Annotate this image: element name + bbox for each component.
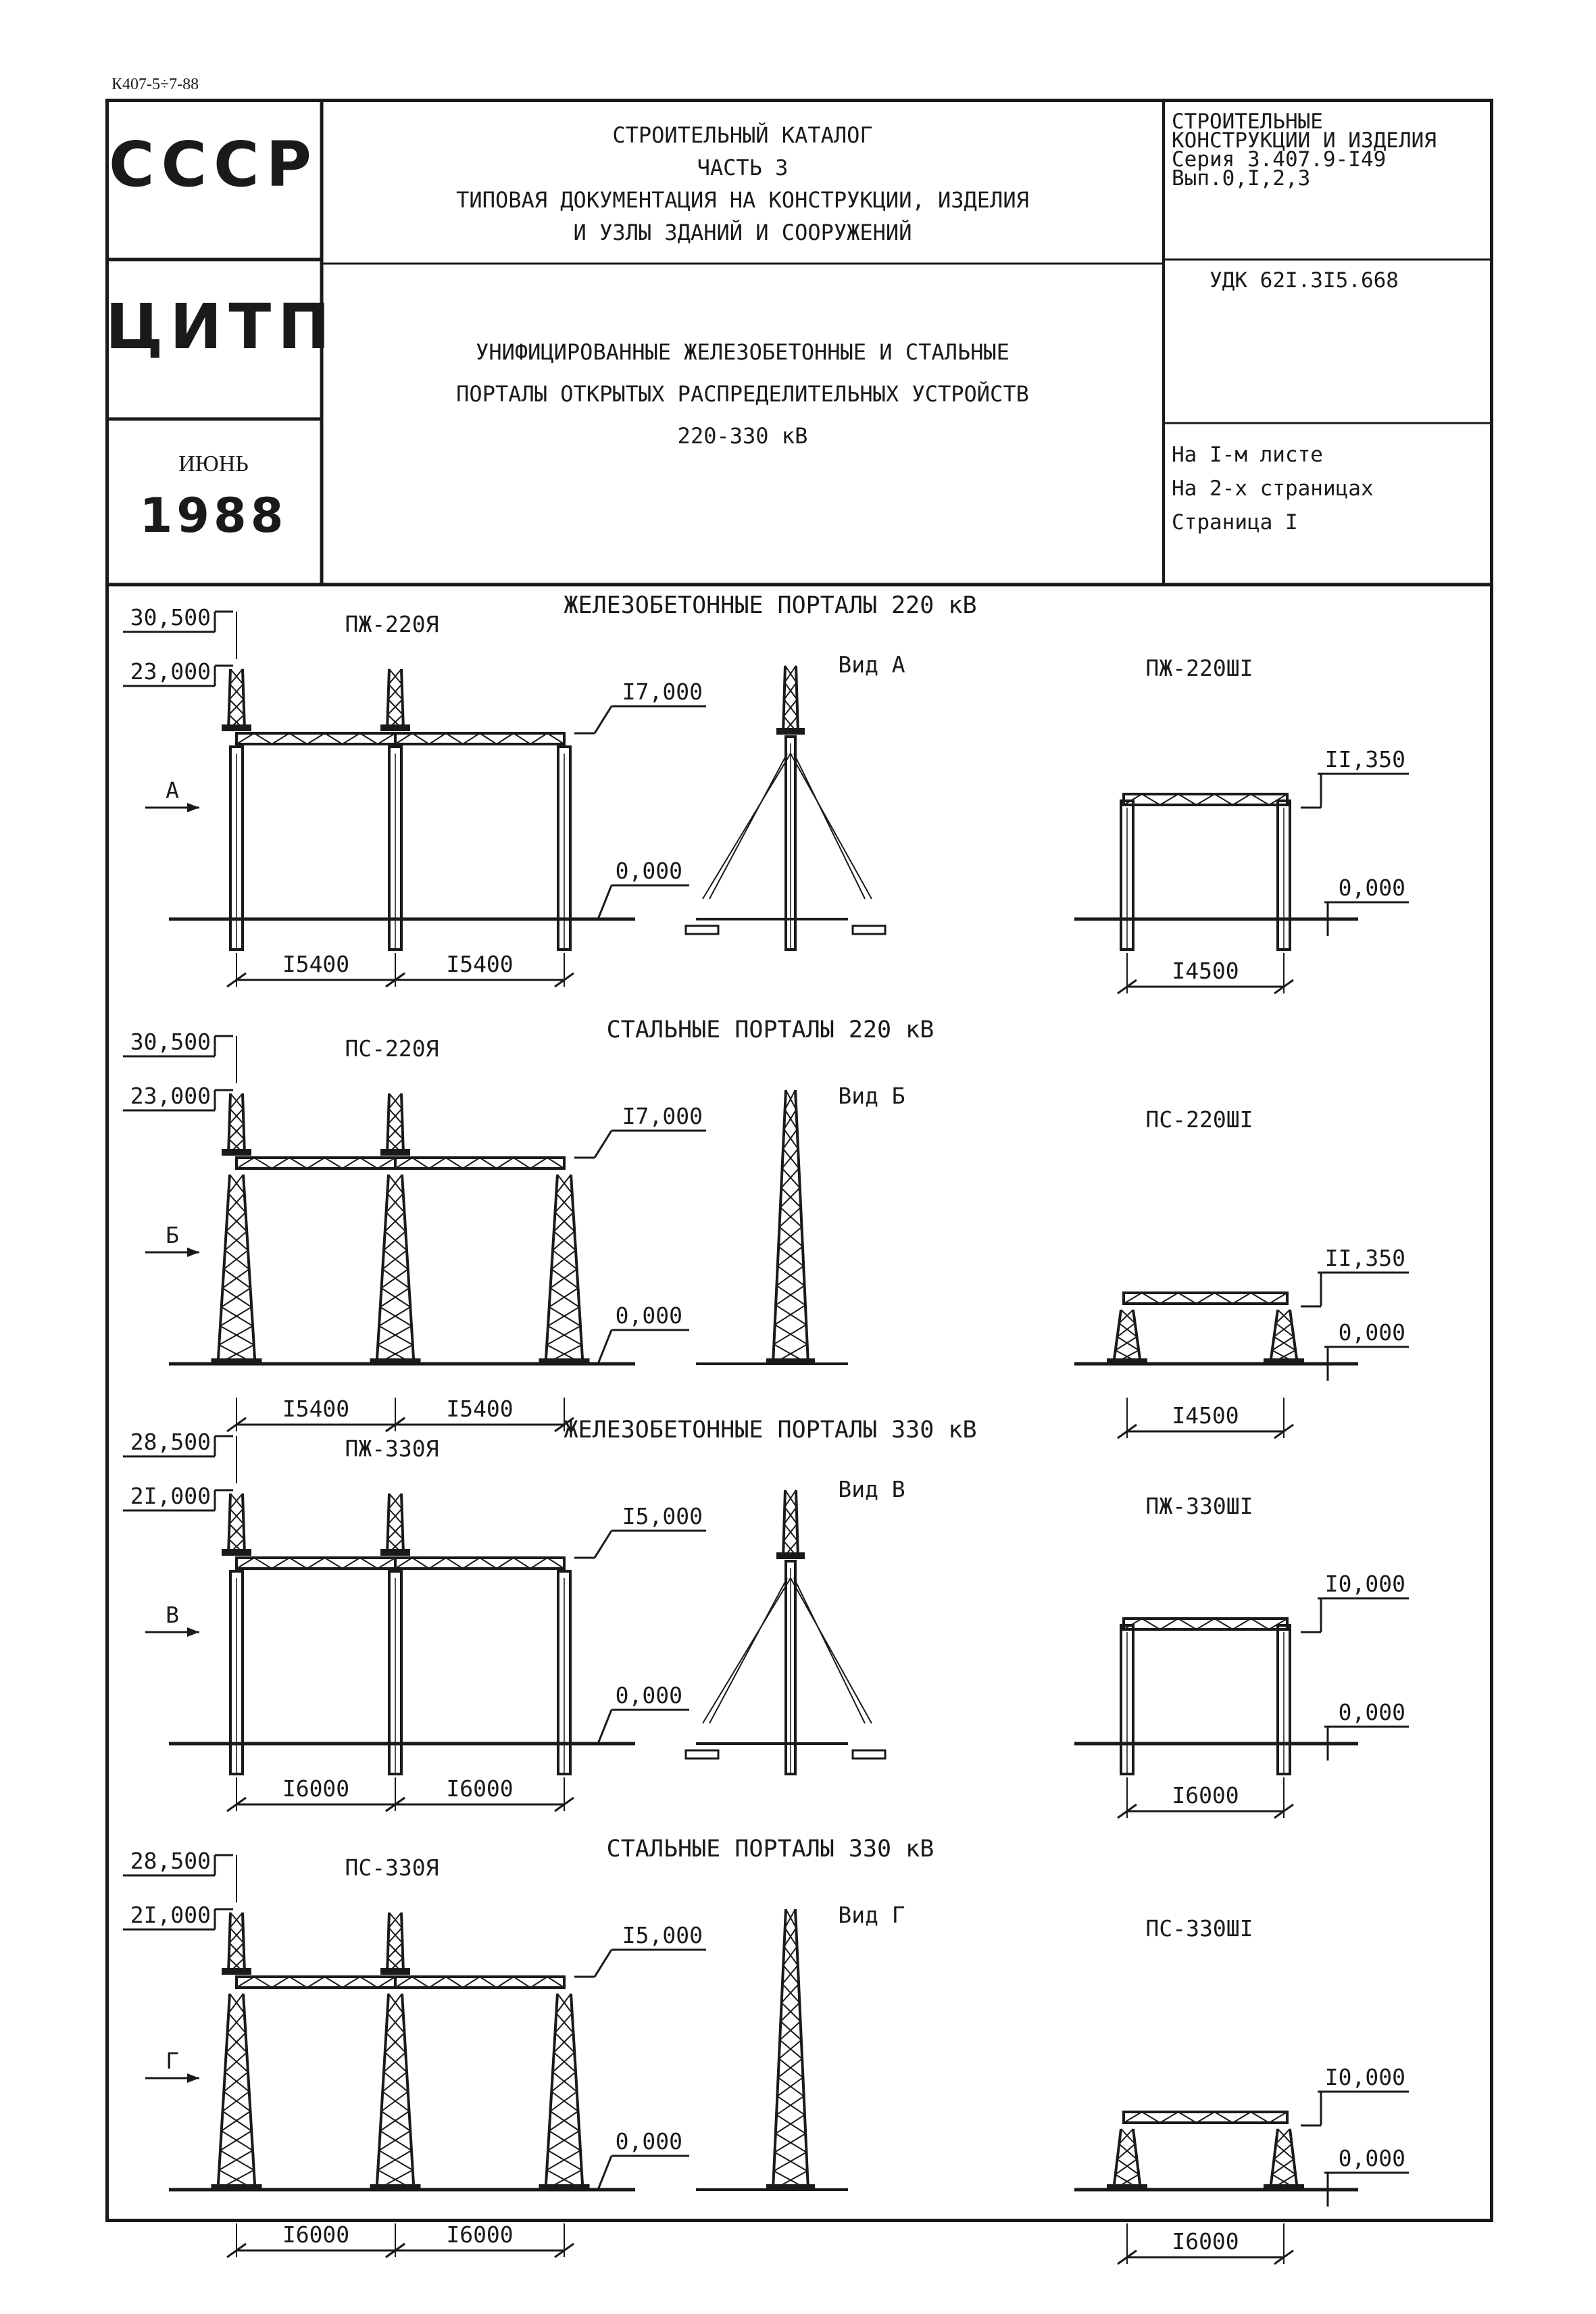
issue-month: ИЮНЬ (178, 451, 249, 476)
view-arrow-label: Б (166, 1222, 179, 1248)
ground-elevation: 0,000 (615, 858, 682, 884)
org-ussr: СССР (109, 128, 318, 201)
beam-elevation: I5,000 (622, 1503, 703, 1529)
ground-elevation: 0,000 (615, 1682, 682, 1708)
top-elevation: 28,500 (130, 1429, 211, 1455)
org-citp: ЦИТП (105, 291, 337, 363)
beam-elevation: I7,000 (622, 679, 703, 705)
top-elevation: 30,500 (130, 1029, 211, 1055)
narrow-portal-mark: ПС-330ШI (1145, 1915, 1253, 1942)
top-elevation: 28,500 (130, 1848, 211, 1874)
section-title: СТАЛЬНЫЕ ПОРТАЛЫ 330 кВ (606, 1836, 934, 1863)
narrow-ground-elevation: 0,000 (1338, 1699, 1405, 1725)
narrow-span-dimension: I6000 (1172, 1782, 1239, 1808)
narrow-ground-elevation: 0,000 (1338, 875, 1405, 901)
page-line: На 2-х страницах (1172, 476, 1374, 501)
narrow-ground-elevation: 0,000 (1338, 2145, 1405, 2171)
portal-mark: ПЖ-220Я (345, 611, 439, 637)
narrow-span-dimension: I6000 (1172, 2228, 1239, 2255)
narrow-portal-mark: ПЖ-330ШI (1145, 1493, 1253, 1519)
narrow-span-dimension: I4500 (1172, 1402, 1239, 1429)
portal-section (123, 1836, 1409, 2264)
view-arrow-label: В (166, 1602, 179, 1628)
ground-elevation: 0,000 (615, 2128, 682, 2155)
span-dimension: I5400 (446, 1396, 514, 1422)
peak-elevation: 23,000 (130, 658, 211, 685)
side-view-label: Вид В (838, 1476, 905, 1502)
portal-section (123, 1016, 1409, 1438)
beam-elevation: I7,000 (622, 1103, 703, 1129)
section-title: ЖЕЛЕЗОБЕТОННЫЕ ПОРТАЛЫ 220 кВ (564, 592, 977, 619)
span-dimension: I6000 (446, 2221, 514, 2248)
series-line: Серия 3.407.9-I49 (1172, 147, 1387, 172)
narrow-portal-mark: ПС-220ШI (1145, 1106, 1253, 1133)
portal-section (123, 592, 1409, 993)
portal-mark: ПС-330Я (345, 1854, 439, 1881)
series-line: СТРОИТЕЛЬНЫЕ (1172, 109, 1323, 134)
catalog-line: СТРОИТЕЛЬНЫЙ КАТАЛОГ (612, 122, 873, 148)
catalog-line: ТИПОВАЯ ДОКУМЕНТАЦИЯ НА КОНСТРУКЦИИ, ИЗДЕЛИЯ (456, 187, 1029, 213)
span-dimension: I5400 (282, 951, 350, 977)
issue-year: 1988 (139, 488, 288, 543)
narrow-beam-elevation: II,350 (1324, 746, 1405, 772)
side-view-label: Вид Г (838, 1902, 905, 1928)
span-dimension: I6000 (282, 2221, 350, 2248)
narrow-beam-elevation: I0,000 (1324, 1571, 1405, 1597)
span-dimension: I5400 (446, 951, 514, 977)
span-dimension: I6000 (282, 1775, 350, 1802)
side-view-label: Вид Б (838, 1083, 905, 1109)
page-line: Страница I (1172, 510, 1298, 535)
udk-code: УДК 62I.3I5.668 (1210, 268, 1399, 293)
view-arrow-label: Г (166, 2048, 179, 2074)
narrow-span-dimension: I4500 (1172, 958, 1239, 984)
title-line: УНИФИЦИРОВАННЫЕ ЖЕЛЕЗОБЕТОННЫЕ И СТАЛЬНЫЕ (476, 339, 1009, 365)
catalog-line: ЧАСТЬ 3 (697, 155, 789, 180)
narrow-portal-mark: ПЖ-220ШI (1145, 655, 1253, 681)
title-line: ПОРТАЛЫ ОТКРЫТЫХ РАСПРЕДЕЛИТЕЛЬНЫХ УСТРОЙСТВ (456, 381, 1029, 407)
catalog-line: И УЗЛЫ ЗДАНИЙ И СООРУЖЕНИЙ (573, 220, 912, 245)
series-line: КОНСТРУКЦИИ И ИЗДЕЛИЯ (1172, 128, 1437, 153)
top-elevation: 30,500 (130, 604, 211, 631)
series-line: Вып.0,I,2,3 (1172, 166, 1311, 191)
peak-elevation: 23,000 (130, 1083, 211, 1109)
page-line: На I-м листе (1172, 443, 1323, 467)
title-line: 220-330 кВ (677, 423, 808, 449)
portal-section (123, 1417, 1409, 1818)
portal-mark: ПЖ-330Я (345, 1435, 439, 1462)
side-view-label: Вид А (838, 651, 905, 678)
narrow-ground-elevation: 0,000 (1338, 1319, 1405, 1346)
peak-elevation: 2I,000 (130, 1483, 211, 1509)
narrow-beam-elevation: II,350 (1324, 1245, 1405, 1271)
peak-elevation: 2I,000 (130, 1902, 211, 1928)
section-title: СТАЛЬНЫЕ ПОРТАЛЫ 220 кВ (606, 1016, 934, 1043)
section-title: ЖЕЛЕЗОБЕТОННЫЕ ПОРТАЛЫ 330 кВ (564, 1417, 977, 1444)
span-dimension: I6000 (446, 1775, 514, 1802)
narrow-beam-elevation: I0,000 (1324, 2064, 1405, 2090)
portal-mark: ПС-220Я (345, 1035, 439, 1062)
span-dimension: I5400 (282, 1396, 350, 1422)
beam-elevation: I5,000 (622, 1922, 703, 1948)
sheet-code: К407-5÷7-88 (111, 76, 199, 93)
view-arrow-label: А (166, 777, 179, 804)
ground-elevation: 0,000 (615, 1302, 682, 1329)
